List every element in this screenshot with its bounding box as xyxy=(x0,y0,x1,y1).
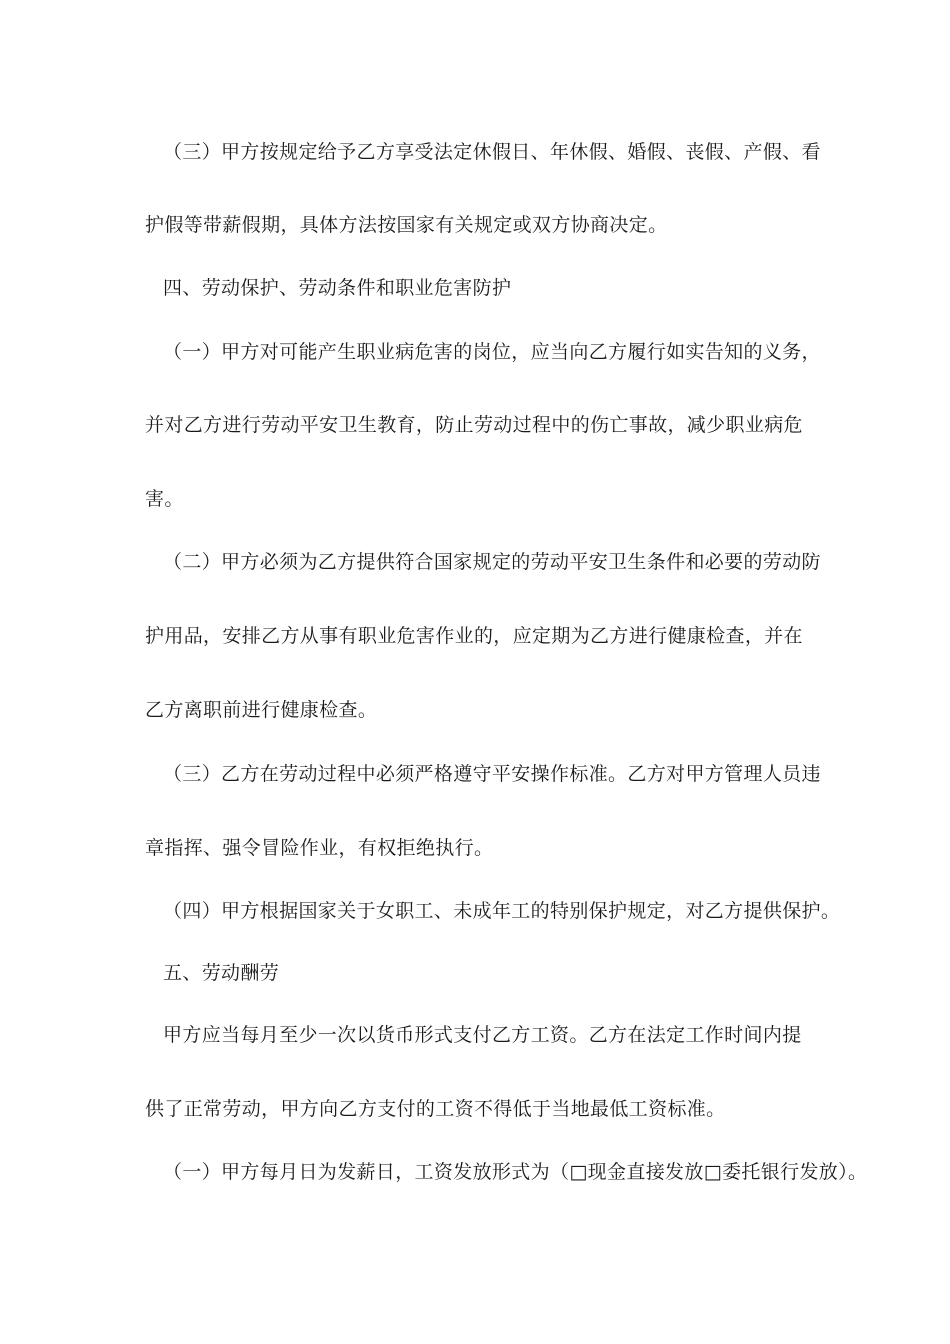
paragraph-line: （一）甲方每月日为发薪日，工资发放形式为（□现金直接发放□委托银行发放）。 xyxy=(163,1161,868,1183)
paragraph-line: 供了正常劳动，甲方向乙方支付的工资不得低于当地最低工资标准。 xyxy=(145,1098,726,1120)
paragraph-line: （二）甲方必须为乙方提供符合国家规定的劳动平安卫生条件和必要的劳动防 xyxy=(163,551,821,573)
paragraph-line: （一）甲方对可能产生职业病危害的岗位，应当向乙方履行如实告知的义务， xyxy=(163,341,821,363)
paragraph-line: 章指挥、强令冒险作业，有权拒绝执行。 xyxy=(145,837,494,859)
paragraph-line: 乙方离职前进行健康检查。 xyxy=(145,699,378,721)
paragraph-line: 护假等带薪假期，具体方法按国家有关规定或双方协商决定。 xyxy=(145,214,668,236)
paragraph-line: 害。 xyxy=(145,488,184,510)
paragraph-line: 护用品，安排乙方从事有职业危害作业的，应定期为乙方进行健康检查，并在 xyxy=(145,625,803,647)
section-heading: 四、劳动保护、劳动条件和职业危害防护 xyxy=(163,277,512,299)
paragraph-line: （四）甲方根据国家关于女职工、未成年工的特别保护规定，对乙方提供保护。 xyxy=(163,900,841,922)
paragraph-line: 甲方应当每月至少一次以货币形式支付乙方工资。乙方在法定工作时间内提 xyxy=(163,1024,802,1046)
paragraph-line: （三）甲方按规定给予乙方享受法定休假日、年休假、婚假、丧假、产假、看 xyxy=(163,141,821,163)
paragraph-line: 并对乙方进行劳动平安卫生教育，防止劳动过程中的伤亡事故，减少职业病危 xyxy=(145,414,803,436)
section-heading: 五、劳动酬劳 xyxy=(163,962,280,984)
paragraph-line: （三）乙方在劳动过程中必须严格遵守平安操作标准。乙方对甲方管理人员违 xyxy=(163,763,821,785)
